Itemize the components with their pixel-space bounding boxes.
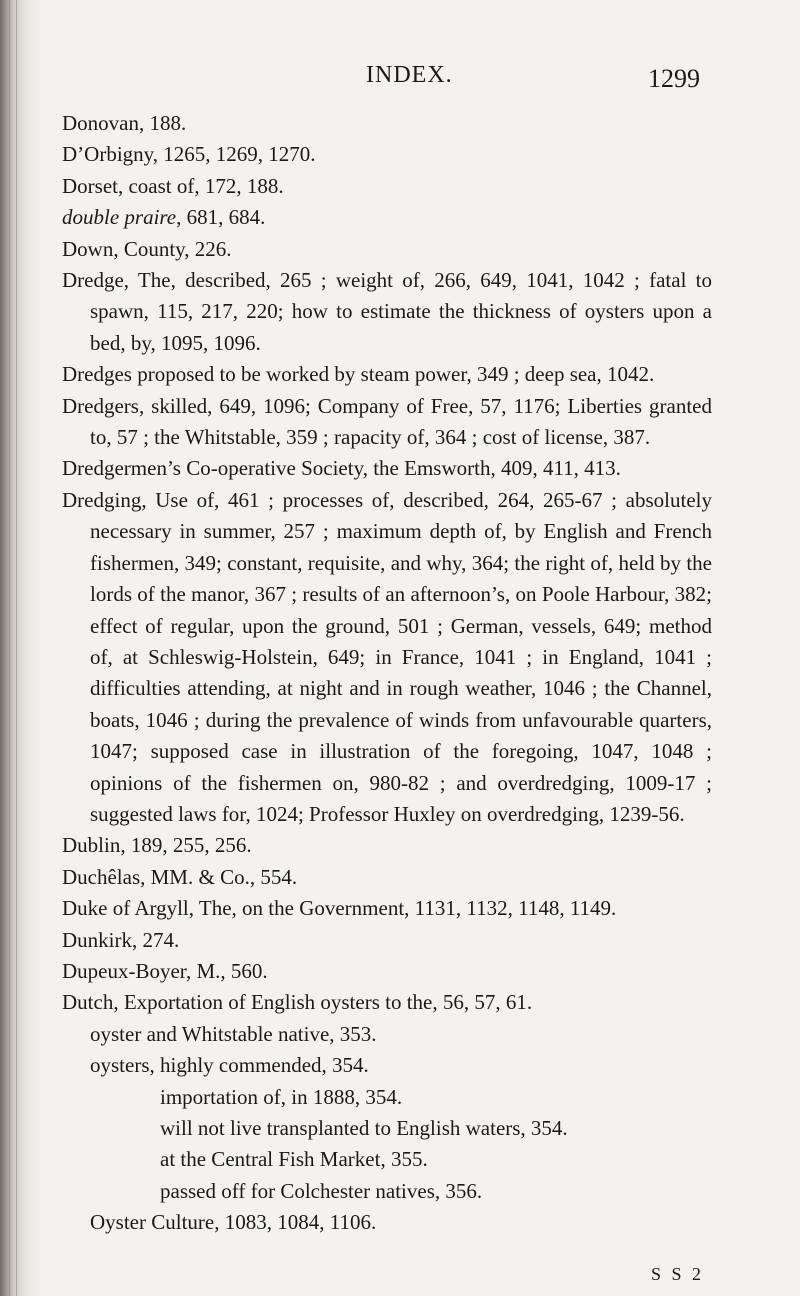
index-sub-sub-entry: importation of, in 1888, 354. bbox=[160, 1084, 403, 1109]
index-entry bbox=[62, 202, 712, 233]
gutter-line bbox=[16, 0, 17, 1296]
binding-gutter bbox=[0, 0, 42, 1296]
index-entry: Down, County, 226. bbox=[62, 236, 232, 261]
index-entry: Dredging, Use of, 461 ; processes of, described, 264, 265-67 ; absolutely necessary in summer, 257 ; maximum depth of, by English and French fishermen, 349; constant, requisite, and why, 364; the right of, held by the lords of the manor, 367 ; results of an afternoon’s, on Poole Harbour, 382; effect of regular, upon the ground, 501 ; German, vessels, 649; method of, at Schleswig-Holstein, 649; in France, 1041 ; in England, 1041 ; difficulties attending, at night and in rough weather, 1046 ; the Channel, boats, 1046 ; during the prevalence of winds from unfavourable quarters, 1047; supposed case in illustration of the foregoing, 1047, 1048 ; opinions of the fishermen on, 980-82 ; and overdredging, 1009-17 ; suggested laws for, 1024; Professor Huxley on overdredging, 1239-56. bbox=[62, 487, 712, 826]
index-entry: Dredgermen’s Co-operative Society, the Emsworth, 409, 411, 413. bbox=[62, 456, 621, 481]
index-entry: D’Orbigny, 1265, 1269, 1270. bbox=[62, 142, 316, 167]
index-sub-sub-entry: will not live transplanted to English waters, 354. bbox=[160, 1116, 568, 1140]
index-entry: Dupeux-Boyer, M., 560. bbox=[62, 958, 268, 983]
index-entry: Duchêlas, MM. & Co., 554. bbox=[62, 864, 298, 889]
header-title: INDEX. bbox=[366, 62, 453, 88]
index-entry: Dredges proposed to be worked by steam power, 349 ; deep sea, 1042. bbox=[62, 362, 655, 387]
index-entry: Dutch, Exportation of English oysters to the, 56, 57, 61. bbox=[62, 990, 533, 1015]
index-sub-sub-entry: passed off for Colchester natives, 356. bbox=[160, 1178, 483, 1203]
index-sub-entry: oysters, highly commended, 354. bbox=[90, 1053, 369, 1078]
gutter-line bbox=[9, 0, 10, 1296]
page-header bbox=[0, 62, 800, 102]
index-entry: Dunkirk, 274. bbox=[62, 927, 180, 952]
index-entry: Duke of Argyll, The, on the Government, 1131, 1132, 1148, 1149. bbox=[62, 896, 617, 921]
signature-mark: S S 2 bbox=[651, 1264, 705, 1284]
entry-pages: , 681, 684. bbox=[176, 205, 266, 230]
index-entries bbox=[62, 108, 712, 1239]
index-entry: Dublin, 189, 255, 256. bbox=[62, 833, 252, 858]
gutter-line bbox=[3, 0, 4, 1296]
index-entry: Dredgers, skilled, 649, 1096; Company of Free, 57, 1176; Liberties granted to, 57 ; the Whitstable, 359 ; rapacity of, 364 ; cost of license, 387. bbox=[62, 393, 712, 450]
index-entry: Dredge, The, described, 265 ; weight of, 266, 649, 1041, 1042 ; fatal to spawn, 115, 217, 220; how to estimate the thickness of oysters upon a bed, by, 1095, 1096. bbox=[62, 268, 712, 355]
index-sub-sub-entry: at the Central Fish Market, 355. bbox=[160, 1147, 428, 1172]
page-number: 1299 bbox=[648, 64, 700, 93]
index-entry: Donovan, 188. bbox=[62, 111, 187, 135]
italic-term: double praire bbox=[62, 205, 177, 230]
index-sub-entry: oyster and Whitstable native, 353. bbox=[90, 1021, 377, 1046]
index-entry: Dorset, coast of, 172, 188. bbox=[62, 173, 284, 198]
index-sub-entry: Oyster Culture, 1083, 1084, 1106. bbox=[90, 1210, 377, 1235]
